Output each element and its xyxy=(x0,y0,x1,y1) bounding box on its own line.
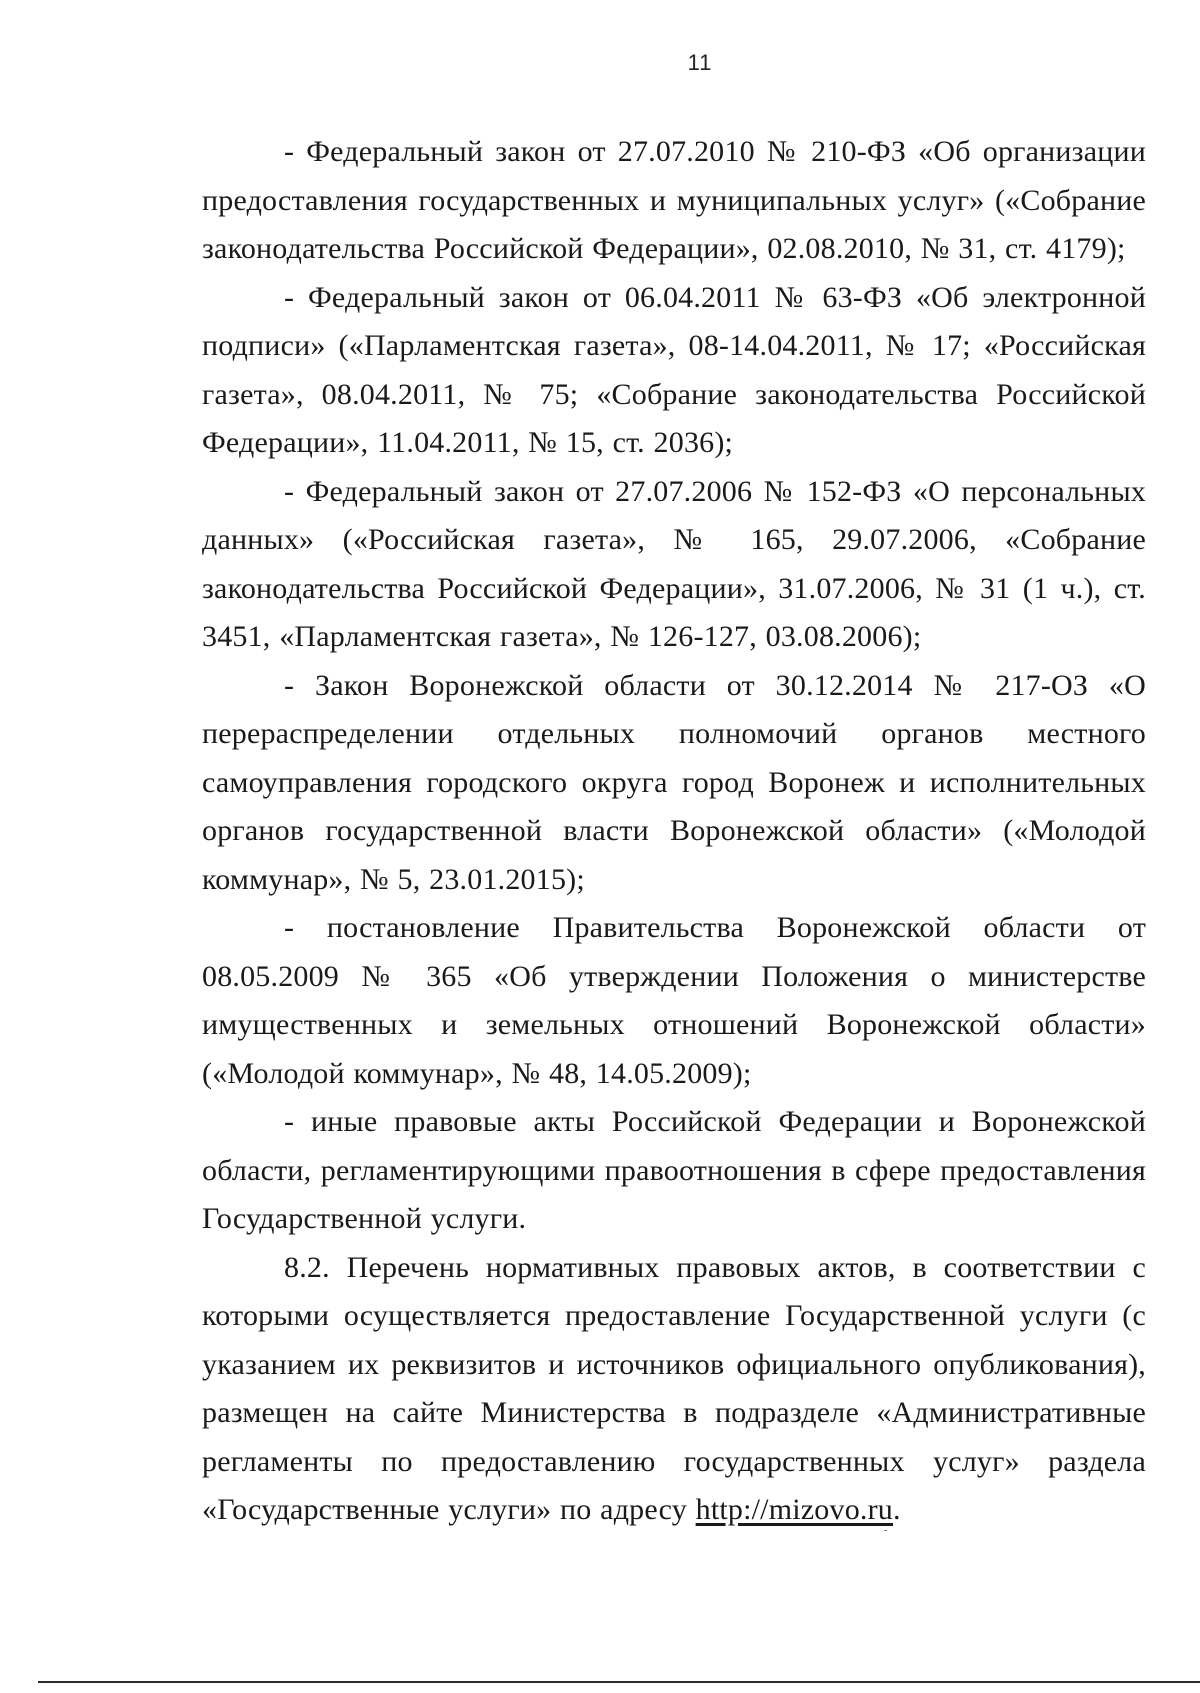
ministry-website-link[interactable]: http://mizovo.ru xyxy=(695,1493,893,1526)
resolution-item-365: - постановление Правительства Воронежской области от 08.05.2009 № 365 «Об утверждении Положения о министерстве имущественных и земельных отношений Воронежской области» («Молодой коммунар», № 48, 14.05.2009); xyxy=(202,911,1146,1090)
law-item-210-fz: - Федеральный закон от 27.07.2010 № 210-ФЗ «Об организации предоставления государственных и муниципальных услуг» («Собрание законодательства Российской Федерации», 02.08.2010, № 31, ст. 4179); xyxy=(202,135,1146,265)
law-item-63-fz: - Федеральный закон от 06.04.2011 № 63-ФЗ «Об электронной подписи» («Парламентская газета», 08-14.04.2011, № 17; «Российская газета», 08.04.2011, № 75; «Собрание законодательства Российской Федерации», 11.04.2011, № 15, ст. 2036); xyxy=(202,280,1146,459)
other-acts-item: - иные правовые акты Российской Федерации и Воронежской области, регламентирующими правоотношения в сфере предоставления Государственной услуги. xyxy=(202,1105,1146,1235)
document-body xyxy=(202,128,1146,1535)
law-item-152-fz: - Федеральный закон от 27.07.2006 № 152-ФЗ «О персональных данных» («Российская газета», № 165, 29.07.2006, «Собрание законодательства Российской Федерации», 31.07.2006, № 31 (1 ч.), ст. 3451, «Парламентская газета», № 126-127, 03.08.2006); xyxy=(202,474,1146,653)
section-8-2-suffix: . xyxy=(893,1493,901,1526)
bottom-rule-divider xyxy=(38,1681,1200,1683)
scan-speck xyxy=(884,1530,887,1531)
section-8-2-text: 8.2. Перечень нормативных правовых актов, в соответствии с которыми осуществляется предоставление Государственной услуги (с указанием их реквизитов и источников официального опубликования), размещен на сайте Министерства в подразделе «Административные регламенты по предоставлению государственных услуг» раздела «Государственные услуги» по адресу xyxy=(202,1250,1146,1526)
page-number: 11 xyxy=(687,50,713,75)
section-8-2-paragraph xyxy=(202,1244,1146,1535)
law-item-217-oz: - Закон Воронежской области от 30.12.2014 № 217-ОЗ «О перераспределении отдельных полномочий органов местного самоуправления городского округа город Воронеж и исполнительных органов государственной власти Воронежской области» («Молодой коммунар», № 5, 23.01.2015); xyxy=(202,668,1146,896)
